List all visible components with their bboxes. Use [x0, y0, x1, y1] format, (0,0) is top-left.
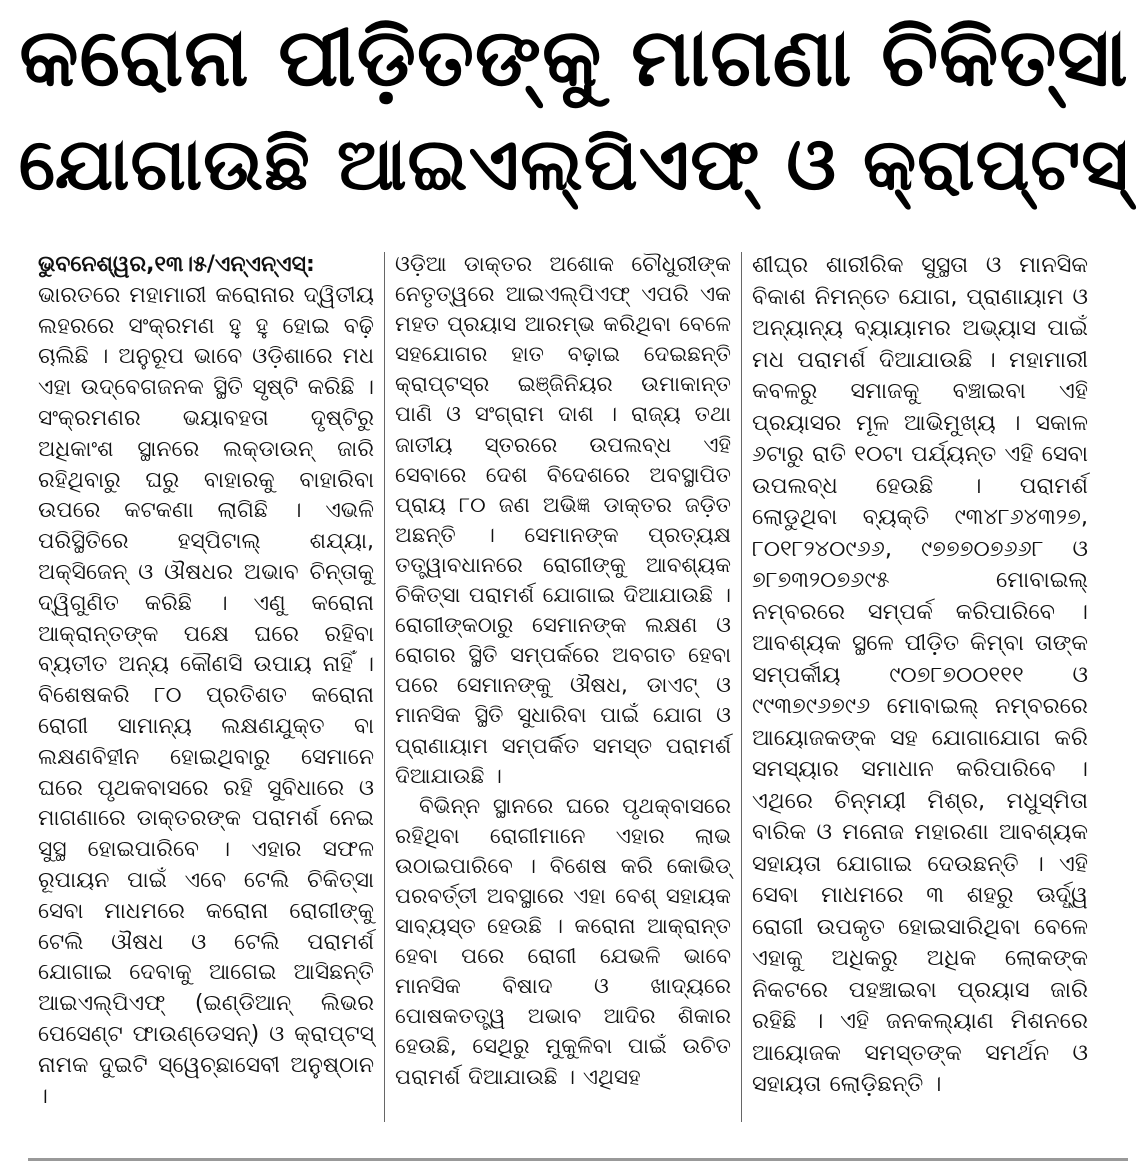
- dateline: ଭୁବନେଶ୍ୱର,୧୩।୫/ଏନ୍‌ଏନ୍‌ଏସ୍:: [38, 252, 315, 277]
- article-paragraph: ବିଭିନ୍ନ ସ୍ଥାନରେ ଘରେ ପୃଥକ୍‌ବାସରେ ରହିଥିବା ରୋଗୀମାନେ ଏହାର ଲାଭ ଉଠାଇପାରିବେ । ବିଶେଷ କରି କୋଭିଡ୍ ପରବର୍ତ୍ତୀ ଅବସ୍ଥାରେ ଏହା ବେଶ୍ ସହାୟକ ସାବ୍ୟସ୍ତ ହେଉଛି । କରୋନା ଆକ୍ରାନ୍ତ ହେବା ପରେ ରୋଗୀ ଯେଭଳି ଭାବେ ମାନସିକ ବିଷାଦ ଓ ଖାଦ୍ୟରେ ପୋଷକତତ୍ତ୍ୱ ଅଭାବ ଆଦିର ଶିକାର ହେଉଛି, ସେଥିରୁ ମୁକୁଳିବା ପାଇଁ ଉଚିତ ପରାମର୍ଶ ଦିଆଯାଉଛି । ଏଥିସହ: [395, 793, 731, 1090]
- article-paragraph: ଓଡ଼ିଆ ଡାକ୍ତର ଅଶୋକ ଚୌଧୁରୀଙ୍କ ନେତୃତ୍ୱରେ ଆଇଏଲ୍‌ପିଏଫ୍ ଏପରି ଏକ ମହତ ପ୍ରୟାସ ଆରମ୍ଭ କରିଥିବା ବେଳେ ସହଯୋଗର ହାତ ବଢ଼ାଇ ଦେଇଛନ୍ତି କ୍ରାପ୍ଟସ୍‌ର ଇଞ୍ଜିନିୟର ଉମାକାନ୍ତ ପାଣି ଓ ସଂଗ୍ରାମ ଦାଶ । ରାଜ୍ୟ ତଥା ଜାତୀୟ ସ୍ତରରେ ଉପଲବ୍ଧ ଏହି ସେବାରେ ଦେଶ ବିଦେଶରେ ଅବସ୍ଥାପିତ ପ୍ରାୟ ୮୦ ଜଣ ଅଭିଜ୍ଞ ଡାକ୍ତର ଜଡ଼ିତ ଅଛନ୍ତି । ସେମାନଙ୍କ ପ୍ରତ୍ୟକ୍ଷ ତତ୍ତ୍ୱାବଧାନରେ ରୋଗୀଙ୍କୁ ଆବଶ୍ୟକ ଚିକିତ୍ସା ପରାମର୍ଶ ଯୋଗାଇ ଦିଆଯାଉଛି । ରୋଗୀଙ୍କଠାରୁ ସେମାନଙ୍କ ଲକ୍ଷଣ ଓ ରୋଗର ସ୍ଥିତି ସମ୍ପର୍କରେ ଅବଗତ ହେବା ପରେ ସେମାନଙ୍କୁ ଔଷଧ, ଡାଏଟ୍ ଓ ମାନସିକ ସ୍ଥିତି ସୁଧାରିବା ପାଇଁ ଯୋଗ ଓ ପ୍ରାଣାୟାମ ସମ୍ପର୍କିତ ସମସ୍ତ ପରାମର୍ଶ ଦିଆଯାଉଛି ।: [395, 252, 731, 789]
- bottom-rule: [28, 1158, 1128, 1161]
- article-column-1: [28, 250, 384, 1130]
- headline-line-1: କରୋନା ପୀଡ଼ିତଙ୍କୁ ମାଗଣା ଚିକିତ୍ସା: [19, 11, 1129, 104]
- headline-line-2: ଯୋଗାଉଛି ଆଇଏଲ୍‌ପିଏଫ୍ ଓ କ୍ରାପ୍ଟସ୍: [18, 122, 1130, 206]
- article-body: [28, 250, 1128, 1130]
- article-column-2: [385, 250, 741, 1130]
- article-paragraph: ଶୀଘ୍ର ଶାରୀରିକ ସୁସ୍ଥତା ଓ ମାନସିକ ବିକାଶ ନିମନ୍ତେ ଯୋଗ, ପ୍ରାଣାୟାମ ଓ ଅନ୍ୟାନ୍ୟ ବ୍ୟାୟାମର ଅଭ୍ୟାସ ପାଇଁ ମଧ ପରାମର୍ଶ ଦିଆଯାଉଛି । ମହାମାରୀ କବଳରୁ ସମାଜକୁ ବଞ୍ଚାଇବା ଏହି ପ୍ରୟାସର ମୂଳ ଆଭିମୁଖ୍ୟ । ସକାଳ ୬ଟାରୁ ରାତି ୧୦ଟା ପର୍ଯ୍ୟନ୍ତ ଏହି ସେବା ଉପଲବ୍ଧ ହେଉଛି । ପରାମର୍ଶ ଲୋଡୁଥିବା ବ୍ୟକ୍ତି ୯୩୪୮୬୪୩୨୭, ୮୦୧୮୨୪୦୯୬୬, ୯୭୭୭୦୭୬୬୮ ଓ ୭୮୭୩୨୦୭୬୯୫ ମୋବାଇଲ୍ ନମ୍ବରରେ ସମ୍ପର୍କ କରିପାରିବେ । ଆବଶ୍ୟକ ସ୍ଥଳେ ପୀଡ଼ିତ କିମ୍ବା ତାଙ୍କ ସମ୍ପର୍କୀୟ ୯୦୭୮୭୦୦୧୧୧ ଓ ୯୯୩୭୯୬୭୯୬ ମୋବାଇଲ୍ ନମ୍ବରରେ ଆୟୋଜକଙ୍କ ସହ ଯୋଗାଯୋଗ କରି ସମସ୍ୟାର ସମାଧାନ କରିପାରିବେ । ଏଥିରେ ଚିନ୍ମୟୀ ମିଶ୍ର, ମଧୁସ୍ମିତା ବାରିକ ଓ ମନୋଜ ମହାରଣା ଆବଶ୍ୟକ ସହାୟତା ଯୋଗାଇ ଦେଉଛନ୍ତି । ଏହି ସେବା ମାଧମରେ ୩ ଶହରୁ ଊର୍ଦ୍ଧ୍ୱ ରୋଗୀ ଉପକୃତ ହୋଇସାରିଥିବା ବେଳେ ଏହାକୁ ଅଧିକରୁ ଅଧିକ ଲୋକଙ୍କ ନିକଟରେ ପହଞ୍ଚାଇବା ପ୍ରୟାସ ଜାରି ରହିଛି । ଏହି ଜନକଲ୍ୟାଣ ମିଶନରେ ଆୟୋଜକ ସମସ୍ତଙ୍କ ସମର୍ଥନ ଓ ସହାୟତା ଲୋଡ଼ିଛନ୍ତି ।: [752, 252, 1088, 1097]
- article-paragraph: ଭାରତରେ ମହାମାରୀ କରୋନାର ଦ୍ୱିତୀୟ ଲହରରେ ସଂକ୍ରମଣ ହୁ ହୁ ହୋଇ ବଢ଼ି ଚାଲିଛି । ଅନୁରୂପ ଭାବେ ଓଡ଼ିଶାରେ ମଧ ଏହା ଉଦ୍‌ବେଗଜନକ ସ୍ଥିତି ସୃଷ୍ଟି କରିଛି । ସଂକ୍ରମଣର ଭୟାବହତା ଦୃଷ୍ଟିରୁ ଅଧିକାଂଶ ସ୍ଥାନରେ ଲକ୍‌ଡାଉନ୍ ଜାରି ରହିଥିବାରୁ ଘରୁ ବାହାରକୁ ବାହାରିବା ଉପରେ କଟକଣା ଲାଗିଛି । ଏଭଳି ପରିସ୍ଥିତିରେ ହସ୍ପିଟାଲ୍ ଶଯ୍ୟା, ଅକ୍ସିଜେନ୍ ଓ ଔଷଧର ଅଭାବ ଚିନ୍ତାକୁ ଦ୍ୱିଗୁଣିତ କରିଛି । ଏଣୁ କରୋନା ଆକ୍ରାନ୍ତଙ୍କ ପକ୍ଷେ ଘରେ ରହିବା ବ୍ୟତୀତ ଅନ୍ୟ କୌଣସି ଉପାୟ ନାହିଁ । ବିଶେଷକରି ୮୦ ପ୍ରତିଶତ କରୋନା ରୋଗୀ ସାମାନ୍ୟ ଲକ୍ଷଣଯୁକ୍ତ ବା ଲକ୍ଷଣବିହୀନ ହୋଇଥିବାରୁ ସେମାନେ ଘରେ ପୃଥକବାସରେ ରହି ସୁବିଧାରେ ଓ ମାଗଣାରେ ଡାକ୍ତରଙ୍କ ପରାମର୍ଶ ନେଇ ସୁସ୍ଥ ହୋଇପାରିବେ । ଏହାର ସଫଳ ରୂପାୟନ ପାଇଁ ଏବେ ଟେଲି ଚିକିତ୍ସା ସେବା ମାଧମରେ କରୋନା ରୋଗୀଙ୍କୁ ଟେଲି ଔଷଧ ଓ ଟେଲି ପରାମର୍ଶ ଯୋଗାଇ ଦେବାକୁ ଆଗେଇ ଆସିଛନ୍ତି ଆଇଏଲ୍‌ପିଏଫ୍ (ଇଣ୍ଡିଆନ୍ ଲିଭର ପେସେଣ୍ଟ ଫାଉଣ୍ଡେସନ୍) ଓ କ୍ରାପ୍ଟସ୍ ନାମକ ଦୁଇଟି ସ୍ୱେଚ୍ଛାସେବୀ ଅନୁଷ୍ଠାନ ।: [38, 282, 374, 1109]
- article-column-3: [742, 250, 1098, 1130]
